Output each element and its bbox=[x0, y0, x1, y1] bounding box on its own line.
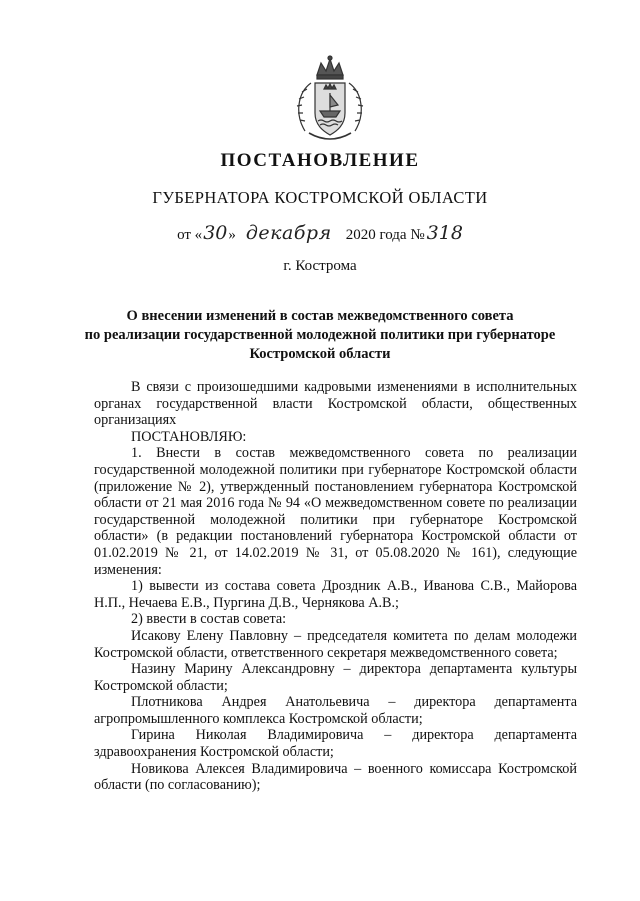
document-title-line: Костромской области bbox=[249, 346, 391, 362]
document-title bbox=[60, 307, 580, 364]
document-body bbox=[94, 379, 577, 794]
document-title-line: О внесении изменений в состав межведомственного совета bbox=[126, 308, 514, 324]
document-number: 318 bbox=[426, 222, 463, 244]
document-type: ПОСТАНОВЛЕНИЕ bbox=[220, 150, 420, 171]
document-title-line: по реализации государственной молодежной политики при губернаторе bbox=[84, 327, 556, 343]
member-paragraph: Назину Марину Александровну – директора департамента культуры Костромской области; bbox=[94, 661, 577, 694]
date-year: 2020 года № bbox=[345, 227, 425, 243]
issuer-name: ГУБЕРНАТОРА КОСТРОМСКОЙ ОБЛАСТИ bbox=[152, 188, 488, 207]
resolve-paragraph: ПОСТАНОВЛЯЮ: bbox=[131, 428, 247, 445]
member-paragraph: Исакову Елену Павловну – председателя комитета по делам молодежи Костромской области, ответственного секретаря межведомственного совета; bbox=[94, 627, 577, 661]
date-mid: » bbox=[228, 227, 236, 243]
city: г. Кострома bbox=[283, 258, 357, 274]
member-paragraph: Плотникова Андрея Анатольевича – директора департамента агропромышленного комплекса Костромской области; bbox=[94, 694, 577, 727]
coat-of-arms-icon bbox=[291, 55, 369, 143]
subitem-1-paragraph: 1) вывести из состава совета Дроздник А.В., Иванова С.В., Майорова Н.П., Нечаева Е.В., Пургина Д.В., Чернякова А.В.; bbox=[94, 578, 577, 611]
intro-paragraph: В связи с произошедшими кадровыми изменениями в исполнительных органах государственной власти Костромской области, общественных организациях bbox=[94, 379, 577, 429]
item-1-paragraph: 1. Внести в состав межведомственного совета по реализации государственной молодежной политики при губернаторе Костромской области (приложение № 2), утвержденный постановлением губернатора Костромской области от 21 мая 2016 года № 94 «О межведомственном совете по реализации государственной молодежной политики при губернаторе Костромской области» (в редакции постановлений губернатора Костромской области от 01.02.2019 № 21, от 14.02.2019 № 31, от 05.08.2020 № 161), следующие изменения: bbox=[94, 445, 577, 578]
member-paragraph: Гирина Николая Владимировича – директора департамента здравоохранения Костромской области; bbox=[94, 727, 577, 761]
date-prefix: от « bbox=[177, 227, 203, 243]
member-paragraph: Новикова Алексея Владимировича – военного комиссара Костромской области (по согласованию); bbox=[94, 760, 577, 794]
subitem-2-paragraph: 2) ввести в состав совета: bbox=[131, 611, 287, 628]
date-month: декабря bbox=[245, 222, 332, 244]
date-line bbox=[0, 222, 640, 244]
date-day: 30 bbox=[203, 222, 228, 244]
